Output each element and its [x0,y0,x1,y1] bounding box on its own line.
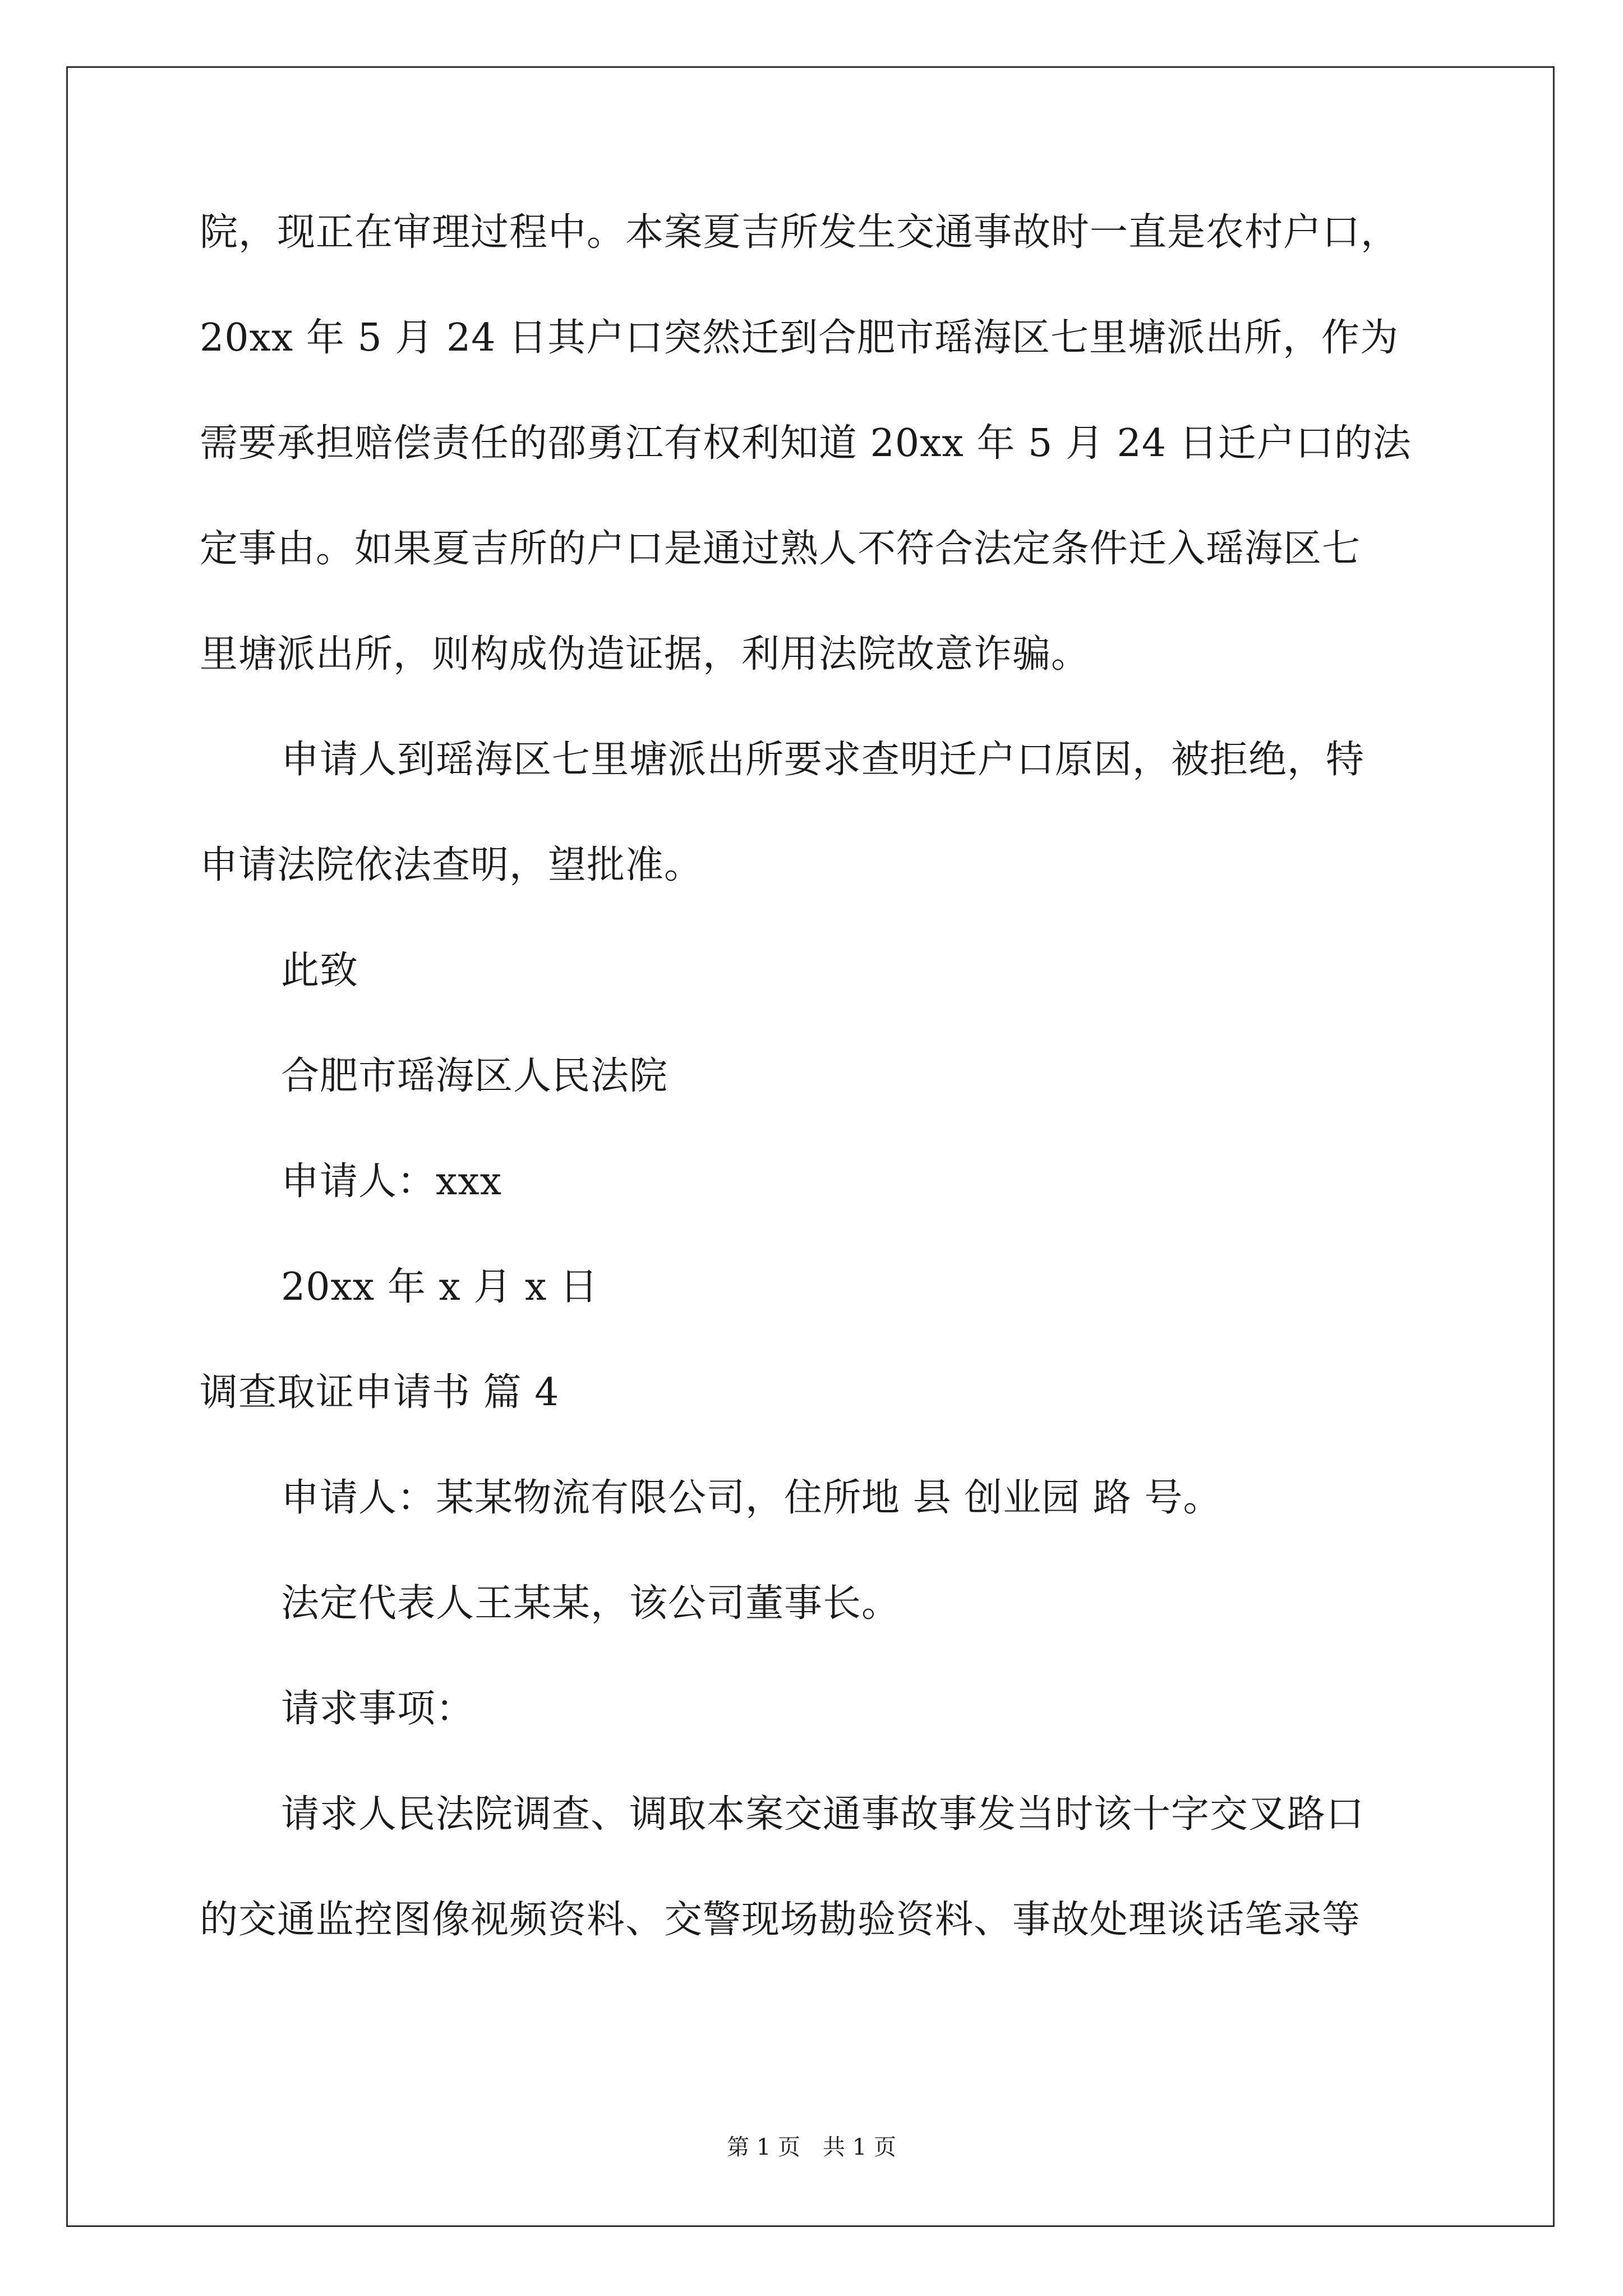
body-line-6: 申请人到瑶海区七里塘派出所要求查明迁户口原因，被拒绝，特 [281,738,1365,782]
body-line-4: 定事由。如果夏吉所的户口是通过熟人不符合法定条件迁入瑶海区七 [200,527,1361,571]
request-items-heading: 请求事项： [281,1687,475,1731]
recipient-court: 合肥市瑶海区人民法院 [281,1054,668,1098]
body-line-7: 申请法院依法查明，望批准。 [200,843,703,887]
body-line-3: 需要承担赔偿责任的邵勇江有权利知道 20xx 年 5 月 24 日迁户口的法 [200,421,1412,466]
page-number-footer: 第 1 页 共 1 页 [727,2134,896,2160]
salutation: 此致 [281,949,359,993]
section-heading: 调查取证申请书 篇 4 [200,1370,560,1415]
request-line-2: 的交通监控图像视频资料、交警现场勘验资料、事故处理谈话笔录等 [200,1898,1361,1942]
signature-date: 20xx 年 x 月 x 日 [281,1265,599,1309]
body-line-1: 院，现正在审理过程中。本案夏吉所发生交通事故时一直是农村户口， [200,210,1400,255]
body-line-5: 里塘派出所，则构成伪造证据，利用法院故意诈骗。 [200,632,1090,677]
legal-representative: 法定代表人王某某，该公司董事长。 [281,1581,901,1626]
applicant-signature: 申请人：xxx [281,1159,502,1204]
request-line-1: 请求人民法院调查、调取本案交通事故事发当时该十字交叉路口 [281,1792,1365,1837]
body-line-2: 20xx 年 5 月 24 日其户口突然迁到合肥市瑶海区七里塘派出所，作为 [200,316,1399,360]
applicant-info: 申请人：某某物流有限公司，住所地 县 创业园 路 号。 [281,1476,1222,1520]
